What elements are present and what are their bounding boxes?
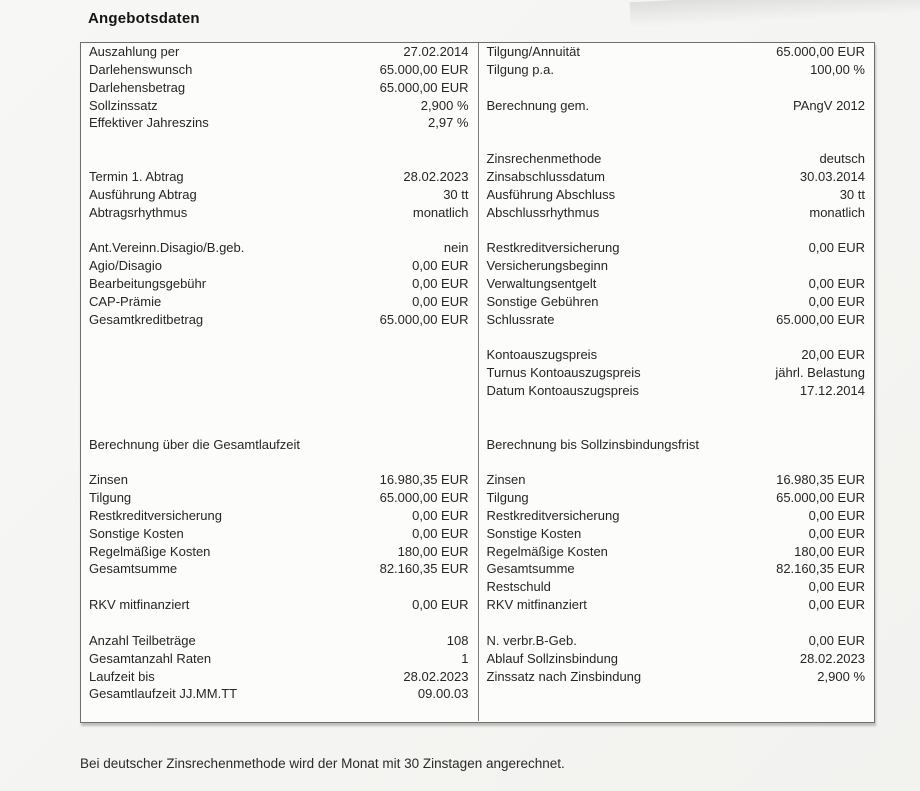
left-cell-value: 16.980,35 EUR	[379, 472, 469, 488]
left-cell	[81, 453, 478, 471]
table-row	[81, 346, 874, 364]
left-cell	[81, 685, 478, 703]
right-cell-label: Berechnung bis Sollzinsbindungsfrist	[486, 436, 699, 452]
table-row	[81, 578, 874, 596]
right-cell	[478, 578, 875, 596]
left-cell	[81, 471, 478, 489]
table-row	[81, 543, 874, 561]
left-cell-value: 65.000,00 EUR	[379, 311, 469, 327]
table-row	[81, 489, 874, 507]
right-cell	[478, 685, 875, 703]
table-row	[81, 239, 874, 257]
table-row	[81, 453, 874, 471]
left-cell	[81, 543, 478, 561]
left-cell-label: CAP-Prämie	[89, 293, 162, 309]
left-cell	[81, 43, 478, 61]
left-cell	[81, 168, 478, 186]
right-cell-value: jährl. Belastung	[775, 365, 865, 381]
right-cell-label: N. verbr.B-Geb.	[486, 632, 577, 648]
table-row	[81, 114, 874, 132]
left-cell	[81, 79, 478, 97]
right-cell-value: 0,00 EUR	[808, 293, 865, 309]
left-cell	[81, 311, 478, 329]
left-cell-label: Zinsen	[89, 472, 129, 488]
right-cell	[478, 204, 875, 222]
left-cell-value: 108	[446, 632, 469, 648]
left-cell-label: Laufzeit bis	[89, 668, 155, 684]
right-cell	[478, 79, 875, 97]
table-row	[81, 275, 874, 293]
right-cell-label: Sonstige Kosten	[486, 525, 582, 541]
right-cell-value: monatlich	[809, 204, 865, 220]
table-row	[81, 168, 874, 186]
right-cell-value: 28.02.2023	[799, 650, 865, 666]
left-cell-label: Anzahl Teilbeträge	[89, 632, 196, 648]
left-cell	[81, 382, 478, 400]
left-cell	[81, 596, 478, 614]
right-cell	[478, 132, 875, 150]
right-cell-value: 65.000,00 EUR	[776, 44, 865, 59]
left-cell-label: Tilgung	[89, 490, 132, 506]
left-cell-value: nein	[443, 240, 469, 256]
right-cell	[478, 507, 875, 525]
left-cell-value: 0,00 EUR	[412, 275, 469, 291]
right-cell-value: 100,00 %	[810, 61, 865, 77]
left-cell	[81, 578, 478, 596]
left-cell	[81, 507, 478, 525]
right-cell	[478, 650, 875, 668]
right-cell	[478, 703, 875, 721]
left-cell	[81, 239, 478, 257]
table-row	[81, 132, 874, 150]
table-row	[81, 186, 874, 204]
right-cell	[478, 114, 875, 132]
left-cell-label: Effektiver Jahreszins	[89, 115, 209, 131]
right-cell	[478, 489, 875, 507]
right-cell	[478, 453, 875, 471]
left-cell	[81, 346, 478, 364]
right-cell-label: Ablauf Sollzinsbindung	[486, 650, 619, 666]
right-cell	[478, 329, 875, 347]
right-cell-value: 82.160,35 EUR	[776, 561, 865, 577]
right-cell-label: Turnus Kontoauszugspreis	[486, 365, 641, 381]
left-cell	[81, 97, 478, 115]
right-cell-label: RKV mitfinanziert	[486, 597, 587, 613]
right-cell	[478, 150, 875, 168]
right-cell-value: 30 tt	[839, 186, 865, 202]
right-cell	[478, 186, 875, 204]
left-cell	[81, 61, 478, 79]
table-rows	[81, 43, 874, 721]
right-cell-value: 0,00 EUR	[808, 507, 865, 523]
left-cell-label: Gesamtkreditbetrag	[89, 311, 204, 327]
right-cell-value: 65.000,00 EUR	[776, 311, 865, 327]
right-cell	[478, 311, 875, 329]
right-cell-label: Zinsrechenmethode	[486, 151, 602, 167]
left-cell	[81, 400, 478, 418]
right-cell-value: 20,00 EUR	[801, 347, 865, 363]
table-row	[81, 668, 874, 686]
right-cell-label: Sonstige Gebühren	[486, 293, 599, 309]
left-cell	[81, 364, 478, 382]
right-cell-label: Gesamtsumme	[486, 561, 575, 577]
right-cell-label: Datum Kontoauszugspreis	[486, 383, 639, 399]
left-cell-value: 2,97 %	[428, 115, 469, 131]
right-cell-value: 0,00 EUR	[808, 240, 865, 256]
right-cell-label: Abschlussrhythmus	[486, 204, 600, 220]
left-cell-label: Termin 1. Abtrag	[89, 168, 184, 184]
right-cell	[478, 382, 875, 400]
left-cell	[81, 204, 478, 222]
table-row	[81, 221, 874, 239]
left-cell	[81, 489, 478, 507]
right-cell-value: 30.03.2014	[799, 168, 865, 184]
left-cell	[81, 132, 478, 150]
table-row	[81, 150, 874, 168]
left-cell	[81, 150, 478, 168]
table-row	[81, 97, 874, 115]
right-cell	[478, 668, 875, 686]
scan-artifact	[630, 0, 920, 28]
table-row	[81, 311, 874, 329]
left-cell-label: Abtragsrhythmus	[89, 204, 188, 220]
right-cell-label: Versicherungsbeginn	[486, 258, 608, 274]
left-cell	[81, 632, 478, 650]
right-cell-value: 180,00 EUR	[794, 543, 865, 559]
left-cell-value: 2,900 %	[420, 97, 469, 113]
left-cell	[81, 114, 478, 132]
right-cell-value: 0,00 EUR	[808, 275, 865, 291]
right-cell-value: deutsch	[819, 151, 865, 167]
right-cell-label: Zinsen	[486, 472, 526, 488]
table-row	[81, 436, 874, 454]
right-cell	[478, 257, 875, 275]
right-cell	[478, 614, 875, 632]
right-cell-value: 16.980,35 EUR	[776, 472, 865, 488]
right-cell	[478, 239, 875, 257]
right-cell	[478, 560, 875, 578]
left-cell-value: 28.02.2023	[403, 668, 469, 684]
right-cell	[478, 543, 875, 561]
table-row	[81, 525, 874, 543]
right-cell	[478, 632, 875, 650]
right-cell	[478, 43, 875, 61]
left-cell-value: 65.000,00 EUR	[379, 61, 469, 77]
right-cell-value: 17.12.2014	[799, 383, 865, 399]
left-cell	[81, 275, 478, 293]
right-cell-label: Schlussrate	[486, 311, 555, 327]
right-cell	[478, 61, 875, 79]
right-cell-label: Restschuld	[486, 579, 551, 595]
left-cell-value: 82.160,35 EUR	[379, 561, 469, 577]
right-cell-label: Regelmäßige Kosten	[486, 543, 608, 559]
right-cell-label: Tilgung/Annuität	[486, 44, 580, 59]
left-cell-value: 0,00 EUR	[412, 507, 469, 523]
table-row	[81, 507, 874, 525]
right-cell-label: Zinsabschlussdatum	[486, 168, 605, 184]
left-cell-label: Ausführung Abtrag	[89, 186, 197, 202]
right-cell	[478, 596, 875, 614]
table-row	[81, 703, 874, 721]
left-cell-value: 27.02.2014	[403, 44, 469, 59]
table-row	[81, 293, 874, 311]
right-cell	[478, 525, 875, 543]
right-cell	[478, 364, 875, 382]
left-cell	[81, 418, 478, 436]
left-cell-label: RKV mitfinanziert	[89, 597, 190, 613]
table-row	[81, 685, 874, 703]
right-cell	[478, 418, 875, 436]
right-cell-value: 65.000,00 EUR	[776, 490, 865, 506]
left-cell	[81, 650, 478, 668]
right-cell-value: 0,00 EUR	[808, 597, 865, 613]
table-row	[81, 650, 874, 668]
table-row	[81, 204, 874, 222]
left-cell-label: Restkreditversicherung	[89, 507, 222, 523]
right-cell	[478, 221, 875, 239]
left-cell-label: Agio/Disagio	[89, 258, 162, 274]
table-row	[81, 364, 874, 382]
left-cell-value: 28.02.2023	[403, 168, 469, 184]
left-cell-value: 1	[461, 650, 469, 666]
offer-data-table	[80, 42, 875, 723]
left-cell-value: 0,00 EUR	[412, 293, 469, 309]
left-cell-label: Darlehensbetrag	[89, 79, 186, 95]
right-cell-value: 0,00 EUR	[808, 632, 865, 648]
left-cell	[81, 614, 478, 632]
right-cell-label: Kontoauszugspreis	[486, 347, 598, 363]
left-cell-value: 0,00 EUR	[412, 597, 469, 613]
left-cell	[81, 257, 478, 275]
left-cell-label: Bearbeitungsgebühr	[89, 275, 207, 291]
right-cell	[478, 346, 875, 364]
table-row	[81, 596, 874, 614]
left-cell	[81, 186, 478, 204]
table-row	[81, 614, 874, 632]
right-cell	[478, 436, 875, 454]
table-row	[81, 43, 874, 61]
left-cell-value: 180,00 EUR	[397, 543, 469, 559]
table-row	[81, 79, 874, 97]
left-cell	[81, 703, 478, 721]
right-cell-label: Verwaltungsentgelt	[486, 275, 597, 291]
left-cell-value: 09.00.03	[417, 686, 469, 702]
left-cell-label: Darlehenswunsch	[89, 61, 193, 77]
left-cell-value: 0,00 EUR	[412, 525, 469, 541]
left-cell-value: 30 tt	[443, 186, 469, 202]
left-cell	[81, 525, 478, 543]
table-row	[81, 418, 874, 436]
table-row	[81, 382, 874, 400]
left-cell-label: Sollzinssatz	[89, 97, 158, 113]
right-cell-value: PAngV 2012	[792, 97, 865, 113]
right-cell	[478, 400, 875, 418]
left-cell-label: Berechnung über die Gesamtlaufzeit	[89, 436, 301, 452]
left-cell-value: 65.000,00 EUR	[379, 79, 469, 95]
right-cell	[478, 275, 875, 293]
right-cell-label: Tilgung	[486, 490, 529, 506]
page-title: Angebotsdaten	[88, 10, 200, 27]
right-cell-label: Ausführung Abschluss	[486, 186, 616, 202]
table-row	[81, 400, 874, 418]
table-row	[81, 329, 874, 347]
right-cell-label: Tilgung p.a.	[486, 61, 554, 77]
table-row	[81, 61, 874, 79]
left-cell	[81, 560, 478, 578]
right-cell	[478, 97, 875, 115]
left-cell-label: Gesamtlaufzeit JJ.MM.TT	[89, 686, 238, 702]
table-row	[81, 560, 874, 578]
right-cell-label: Zinssatz nach Zinsbindung	[486, 668, 642, 684]
right-cell-value: 0,00 EUR	[808, 525, 865, 541]
right-cell-label: Restkreditversicherung	[486, 240, 620, 256]
right-cell-label: Restkreditversicherung	[486, 507, 620, 523]
left-cell-label: Gesamtsumme	[89, 561, 178, 577]
left-cell	[81, 221, 478, 239]
left-cell-value: 65.000,00 EUR	[379, 490, 469, 506]
left-cell-value: monatlich	[412, 204, 469, 220]
table-row	[81, 471, 874, 489]
left-cell	[81, 293, 478, 311]
right-cell-value: 2,900 %	[817, 668, 865, 684]
table-row	[81, 257, 874, 275]
right-cell	[478, 168, 875, 186]
left-cell	[81, 329, 478, 347]
right-cell	[478, 293, 875, 311]
right-cell	[478, 471, 875, 489]
left-cell	[81, 668, 478, 686]
table-row	[81, 632, 874, 650]
footer-note: Bei deutscher Zinsrechenmethode wird der Monat mit 30 Zinstagen angerechnet.	[80, 756, 565, 771]
left-cell-label: Auszahlung per	[89, 44, 180, 59]
right-cell-value: 0,00 EUR	[808, 579, 865, 595]
left-cell-label: Gesamtanzahl Raten	[89, 650, 212, 666]
left-cell-value: 0,00 EUR	[412, 258, 469, 274]
left-cell	[81, 436, 478, 454]
left-cell-label: Regelmäßige Kosten	[89, 543, 211, 559]
right-cell-label: Berechnung gem.	[486, 97, 590, 113]
left-cell-label: Sonstige Kosten	[89, 525, 184, 541]
left-cell-label: Ant.Vereinn.Disagio/B.geb.	[89, 240, 245, 256]
